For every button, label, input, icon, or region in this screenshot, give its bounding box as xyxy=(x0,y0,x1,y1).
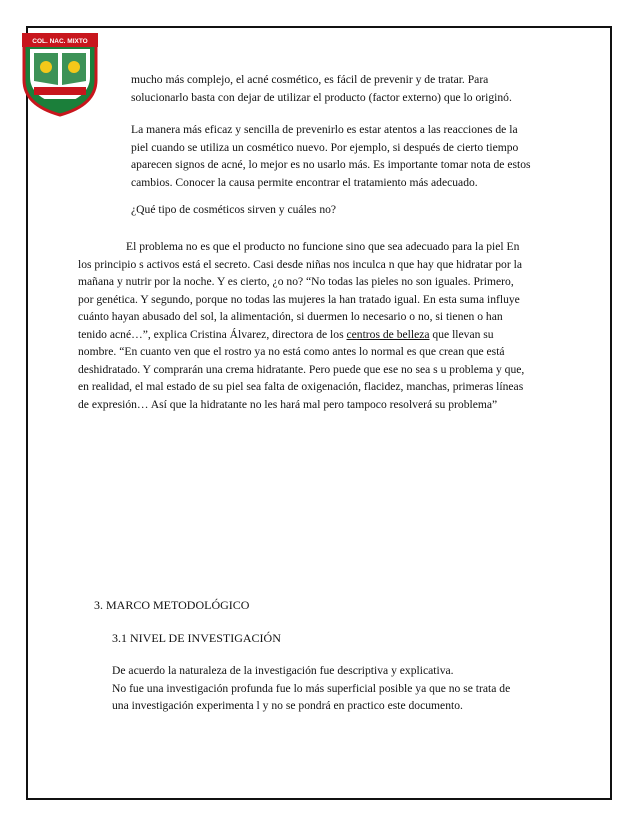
text-line: una investigación experimenta l y no se pondrá en practico este documento. xyxy=(112,699,463,712)
text-line: por genética. Y segundo, porque no todas las mujeres la han tratado igual. En esta suma influye xyxy=(78,292,520,306)
text-line: de expresión… Así que la hidratante no les hará mal pero tampoco resolverá su problema” xyxy=(78,397,498,411)
section-heading: 3. MARCO METODOLÓGICO xyxy=(94,598,250,612)
quote-paragraph xyxy=(78,238,563,413)
text-line: nombre. “En cuanto ven que el rostro ya no está como antes lo normal es que crean que está xyxy=(78,345,505,358)
text-line-with-link xyxy=(78,326,563,344)
text-line: El problema no es que el producto no funcione sino que sea adecuado para la piel En xyxy=(126,240,520,253)
subsection-heading: 3.1 NIVEL DE INVESTIGACIÓN xyxy=(112,631,281,645)
text-line: en realidad, el mal estado de su piel sea falta de oxigenación, flacidez, manchas, primeras líneas xyxy=(78,380,524,393)
beauty-centers-link[interactable]: centros de belleza xyxy=(346,327,430,341)
text-line: No fue una investigación profunda fue lo más superficial posible ya que no se trata de xyxy=(112,681,511,695)
text-line: solucionarlo basta con dejar de utilizar el producto (factor externo) que lo originó. xyxy=(131,90,512,104)
text-line: aparecen signos de acné, lo mejor es no usarlo más. Es importante tomar nota de estos xyxy=(131,158,531,171)
text-line: los principio s activos está el secreto. Casi desde niñas nos inculca n que hay que hidratar por la xyxy=(78,257,522,271)
text-line: piel cuando se utiliza un cosmético nuevo. Por ejemplo, si después de cierto tiempo xyxy=(131,140,519,154)
text-line: cambios. Conocer la causa permite encontrar el tratamiento más adecuado. xyxy=(131,175,478,189)
intro-paragraph xyxy=(131,71,576,106)
text-line: mucho más complejo, el acné cosmético, es fácil de prevenir y de tratar. Para xyxy=(131,73,489,86)
text-line: cuánto hayan abusado del sol, la alimentación, si duermen lo necesario o no, si tienen o han xyxy=(78,310,503,323)
prevention-paragraph xyxy=(131,121,576,191)
text-line: mañana y nutrir por la noche. Y es cierto, ¿o no? “No todas las pieles no son iguales. Primero, xyxy=(78,275,514,288)
text-line: deshidratado. Y comprarán una crema hidratante. Pero puede que ese no sea s u problema y que, xyxy=(78,362,525,376)
svg-text:COL. NAC. MIXTO: COL. NAC. MIXTO xyxy=(32,38,88,45)
text-fragment: que llevan su xyxy=(429,327,494,341)
school-crest-logo xyxy=(20,25,100,117)
text-line: La manera más eficaz y sencilla de prevenirlo es estar atentos a las reacciones de la xyxy=(131,123,518,136)
text-line: De acuerdo la naturaleza de la investigación fue descriptiva y explicativa. xyxy=(112,664,454,677)
text-fragment: tenido acné…”, explica Cristina Álvarez, directora de los xyxy=(78,327,347,341)
question-text: ¿Qué tipo de cosméticos sirven y cuáles no? xyxy=(131,203,337,216)
methodology-paragraph xyxy=(112,662,572,715)
